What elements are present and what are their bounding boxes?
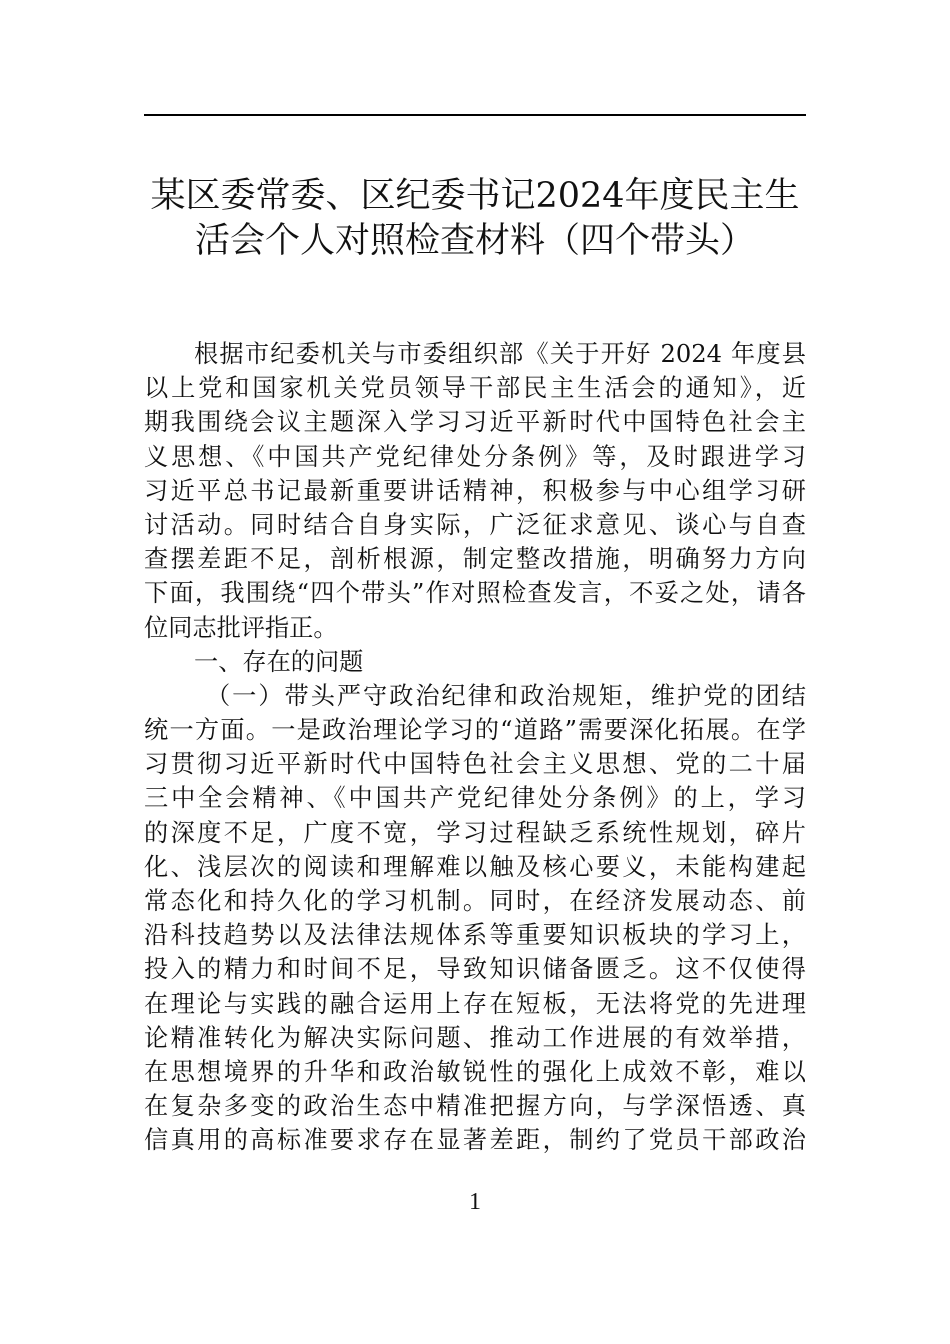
paragraph-2-line: 三中全会精神、《中国共产党纪律处分条例》的上，学习 — [144, 784, 806, 813]
paragraph-1-line: 义思想、《中国共产党纪律处分条例》等，及时跟进学习 — [144, 442, 806, 471]
paragraph-1-line: 讨活动。同时结合自身实际，广泛征求意见、谈心与自查 — [144, 510, 806, 539]
paragraph-2-line: 信真用的高标准要求存在显著差距，制约了党员干部政治 — [144, 1126, 806, 1155]
paragraph-2-line: 沿科技趋势以及法律法规体系等重要知识板块的学习上， — [144, 921, 806, 950]
document-title-line-1: 某区委常委、区纪委书记2024年度民主生 — [150, 176, 800, 216]
paragraph-2-line: （一）带头严守政治纪律和政治规矩，维护党的团结 — [206, 681, 806, 710]
paragraph-2-line: 统一方面。一是政治理论学习的“道路”需要深化拓展。在学 — [144, 716, 806, 745]
paragraph-1-line: 习近平总书记最新重要讲话精神，积极参与中心组学习研 — [144, 476, 806, 505]
paragraph-1-line: 根据市纪委机关与市委组织部《关于开好 2024 年度县 — [194, 340, 806, 368]
paragraph-2-line: 投入的精力和时间不足，导致知识储备匮乏。这不仅使得 — [144, 955, 806, 984]
paragraph-2-line: 常态化和持久化的学习机制。同时，在经济发展动态、前 — [144, 887, 806, 915]
paragraph-2-line: 的深度不足，广度不宽，学习过程缺乏系统性规划，碎片 — [144, 818, 806, 847]
header-rule — [144, 114, 806, 116]
paragraph-2-line: 化、浅层次的阅读和理解难以触及核心要义，未能构建起 — [144, 852, 806, 881]
paragraph-2-line: 在复杂多变的政治生态中精准把握方向，与学深悟透、真 — [144, 1092, 806, 1121]
document-title-line-2: 活会个人对照检查材料（四个带头） — [194, 221, 755, 261]
page-number: 1 — [469, 1189, 481, 1215]
paragraph-1-line: 下面，我围绕“四个带头”作对照检查发言，不妥之处，请各 — [144, 579, 806, 608]
paragraph-1-line: 查摆差距不足，剖析根源，制定整改措施，明确努力方向 — [144, 545, 806, 574]
paragraph-2-line: 在理论与实践的融合运用上存在短板，无法将党的先进理 — [144, 989, 806, 1018]
document-body — [144, 337, 806, 1158]
paragraph-1-line: 以上党和国家机关党员领导干部民主生活会的通知》，近 — [144, 374, 806, 403]
paragraph-2-line: 论精准转化为解决实际问题、推动工作进展的有效举措， — [144, 1023, 806, 1052]
section-heading: 一、存在的问题 — [194, 647, 364, 676]
paragraph-2-line: 习贯彻习近平新时代中国特色社会主义思想、党的二十届 — [144, 750, 806, 779]
paragraph-1-line: 期我围绕会议主题深入学习习近平新时代中国特色社会主 — [144, 408, 806, 437]
paragraph-1-line: 位同志批评指正。 — [144, 613, 338, 642]
paragraph-2-line: 在思想境界的升华和政治敏锐性的强化上成效不彰，难以 — [144, 1057, 806, 1086]
